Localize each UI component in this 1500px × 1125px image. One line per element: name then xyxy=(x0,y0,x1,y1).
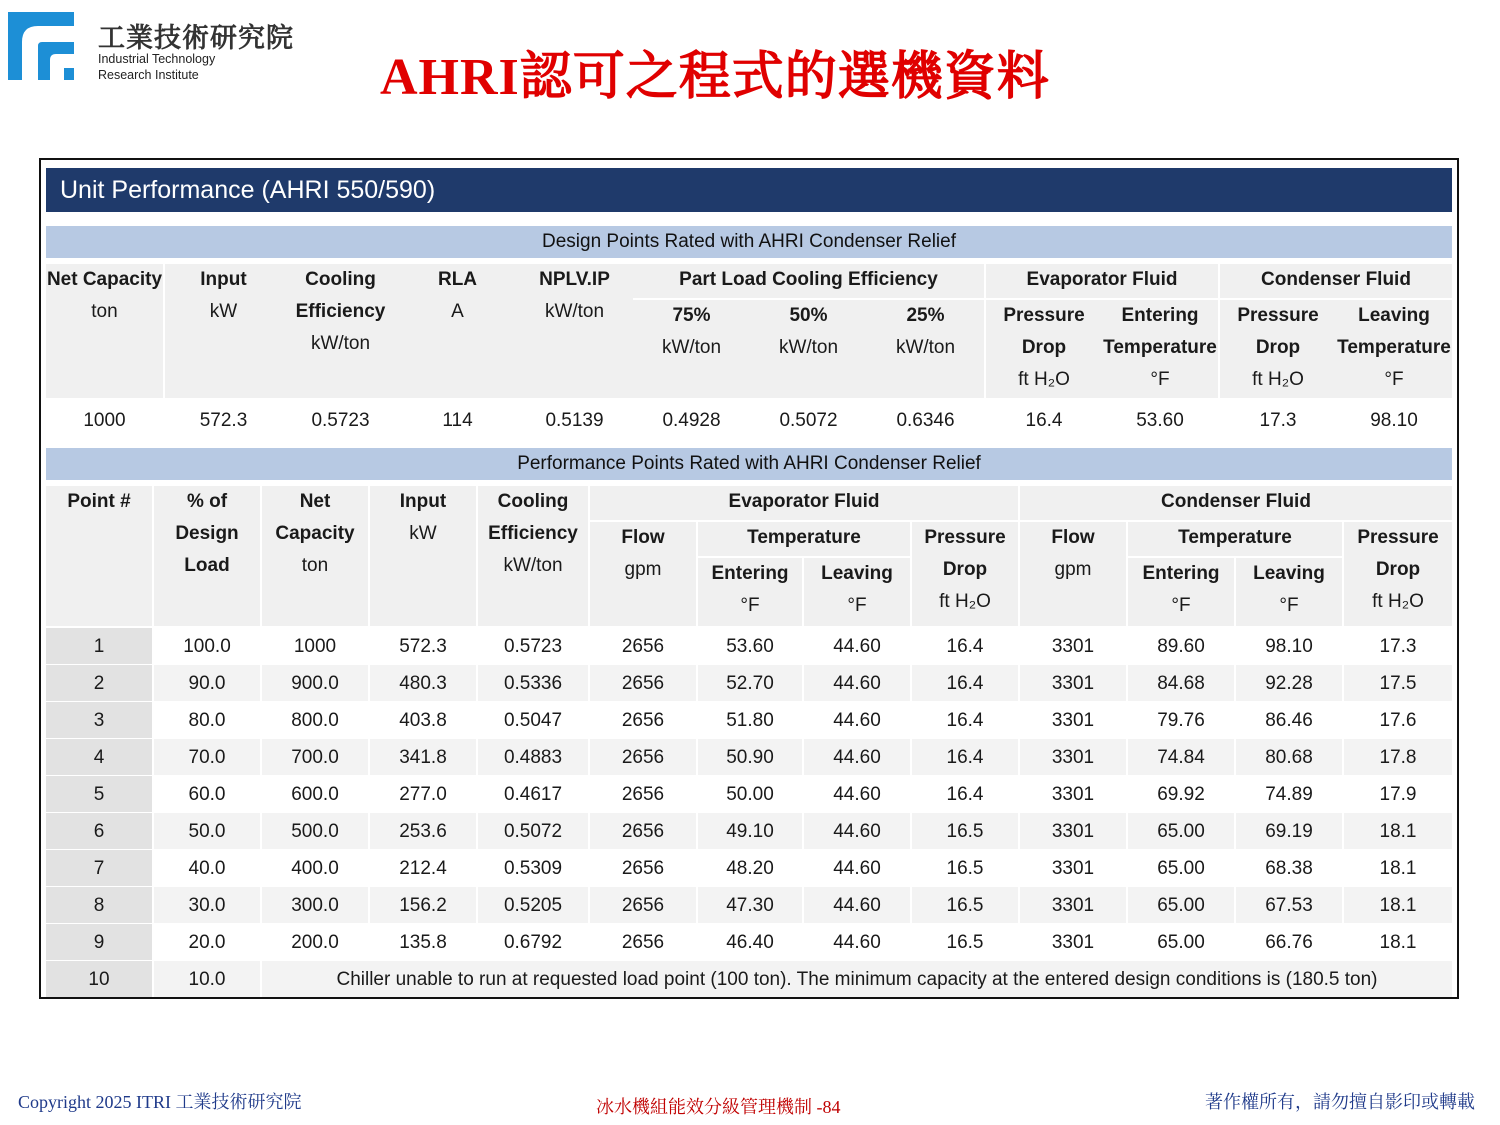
table-cell: 16.4 xyxy=(912,665,1018,701)
table-cell: 3301 xyxy=(1020,776,1126,812)
table-cell: 3301 xyxy=(1020,887,1126,923)
hdr-evap-flow-line: gpm xyxy=(624,559,662,580)
table-cell: 66.76 xyxy=(1236,924,1342,960)
table-cell: 2656 xyxy=(590,924,696,960)
hdr-evap-entering-temp-line: °F xyxy=(1150,369,1170,390)
hdr-cond-temperature xyxy=(1128,522,1342,556)
hdr-pct-design-load-line: % of Design xyxy=(175,491,239,544)
table-cell: 84.68 xyxy=(1128,665,1234,701)
table-cell: 74.84 xyxy=(1128,739,1234,775)
hdr-condenser-fluid xyxy=(1220,264,1452,298)
hdr-input-perf xyxy=(370,486,476,626)
hdr-cooling-efficiency-line: Cooling xyxy=(305,269,376,290)
hdr-p25-line: 25% xyxy=(906,305,945,326)
table-cell: 800.0 xyxy=(262,702,368,738)
hdr-p75-line: kW/ton xyxy=(661,337,722,358)
footer-rights-notice: 著作權所有，請勿擅自影印或轉載 xyxy=(1205,1092,1475,1112)
hdr-evap-entering-temp-line: Temperature xyxy=(1103,337,1217,358)
table-cell: 135.8 xyxy=(370,924,476,960)
table-cell: 47.30 xyxy=(698,887,802,923)
table-cell: 98.10 xyxy=(1236,628,1342,664)
table-cell: 20.0 xyxy=(154,924,260,960)
table-cell: 400.0 xyxy=(262,850,368,886)
hdr-evap-flow xyxy=(590,522,696,626)
table-cell: 500.0 xyxy=(262,813,368,849)
table-cell: 253.6 xyxy=(370,813,476,849)
table-cell: 0.5723 xyxy=(478,628,588,664)
hdr-cooling-efficiency xyxy=(282,264,399,398)
hdr-nplv-line: kW/ton xyxy=(544,301,605,322)
hdr-rla-line: A xyxy=(451,301,464,322)
table-cell: 16.5 xyxy=(912,850,1018,886)
table-cell: 100.0 xyxy=(154,628,260,664)
point-number-cell: 1 xyxy=(46,628,152,664)
table-cell: 46.40 xyxy=(698,924,802,960)
table-cell: 92.28 xyxy=(1236,665,1342,701)
hdr-cooling-eff-perf-line: Cooling xyxy=(497,491,569,512)
design-value-cell: 114 xyxy=(399,402,516,440)
table-cell: 60.0 xyxy=(154,776,260,812)
hdr-p50-line: kW/ton xyxy=(778,337,839,358)
hdr-cond-leaving-temp-line: Temperature xyxy=(1337,337,1451,358)
hdr-p25 xyxy=(867,300,984,398)
table-cell: 44.60 xyxy=(804,924,910,960)
table-cell: 403.8 xyxy=(370,702,476,738)
table-cell: 18.1 xyxy=(1344,850,1452,886)
table-cell: 40.0 xyxy=(154,850,260,886)
hdr-evap-temperature xyxy=(698,522,910,556)
table-cell: 44.60 xyxy=(804,628,910,664)
table-cell: 3301 xyxy=(1020,702,1126,738)
table-cell: 341.8 xyxy=(370,739,476,775)
table-cell: 0.5205 xyxy=(478,887,588,923)
table-cell: 18.1 xyxy=(1344,887,1452,923)
hdr-evap-pd-line: ft H₂O xyxy=(939,591,991,612)
point-number-cell: 8 xyxy=(46,887,152,923)
itri-logo-mark-icon xyxy=(8,12,74,80)
table-cell: 0.4883 xyxy=(478,739,588,775)
hdr-evap-leaving-line: °F xyxy=(847,595,867,616)
design-value-cell: 0.6346 xyxy=(867,402,984,440)
hdr-cond-pressure-drop-line: ft H₂O xyxy=(1252,369,1304,390)
hdr-cond-entering-line: Entering xyxy=(1142,563,1220,584)
table-cell: 900.0 xyxy=(262,665,368,701)
table-cell: 16.4 xyxy=(912,776,1018,812)
table-cell: 69.19 xyxy=(1236,813,1342,849)
table-cell: 2656 xyxy=(590,887,696,923)
hdr-point-number-line: Point # xyxy=(67,491,131,512)
hdr-p75-line: 75% xyxy=(672,305,711,326)
table-cell: 30.0 xyxy=(154,887,260,923)
table-cell: 480.3 xyxy=(370,665,476,701)
hdr-input-perf-line: kW xyxy=(409,523,437,544)
hdr-cond-group xyxy=(1020,486,1452,520)
hdr-evap-pd-line: Pressure xyxy=(924,527,1006,548)
hdr-evap-pressure-drop-line: Drop xyxy=(1021,337,1067,358)
hdr-net-capacity-line: ton xyxy=(91,301,118,322)
table-cell: 86.46 xyxy=(1236,702,1342,738)
table-cell: 212.4 xyxy=(370,850,476,886)
table-cell: 0.4617 xyxy=(478,776,588,812)
hdr-net-capacity-line: Net Capacity xyxy=(46,269,163,290)
hdr-cooling-eff-perf-line: Efficiency xyxy=(488,523,578,544)
design-points-band: Design Points Rated with AHRI Condenser Relief xyxy=(46,226,1452,258)
table-cell: 65.00 xyxy=(1128,924,1234,960)
table-cell: 17.9 xyxy=(1344,776,1452,812)
table-cell: 2656 xyxy=(590,739,696,775)
table-cell: 16.5 xyxy=(912,813,1018,849)
table-cell: 2656 xyxy=(590,665,696,701)
table-cell: 52.70 xyxy=(698,665,802,701)
hdr-nplv-line: NPLV.IP xyxy=(539,269,610,290)
table-cell: 572.3 xyxy=(370,628,476,664)
table-cell: 1000 xyxy=(262,628,368,664)
hdr-net-capacity-perf-line: Net xyxy=(299,491,331,512)
table-cell: 200.0 xyxy=(262,924,368,960)
table-cell: 3301 xyxy=(1020,628,1126,664)
design-value-cell: 0.5072 xyxy=(750,402,867,440)
hdr-cond-flow-line: Flow xyxy=(1051,527,1095,548)
table-cell: 18.1 xyxy=(1344,813,1452,849)
table-cell: 44.60 xyxy=(804,813,910,849)
hdr-evap-entering-temp xyxy=(1102,300,1218,398)
hdr-evap-entering xyxy=(698,558,802,626)
hdr-cond-pd-line: ft H₂O xyxy=(1372,591,1424,612)
table-cell: 65.00 xyxy=(1128,813,1234,849)
hdr-cond-pressure-drop-line: Pressure xyxy=(1237,305,1319,326)
hdr-condenser-fluid-line: Condenser Fluid xyxy=(1261,269,1411,290)
logo-english-line1: Industrial Technology xyxy=(98,52,216,66)
hdr-p50 xyxy=(750,300,867,398)
hdr-input xyxy=(165,264,282,398)
hdr-cond-pd-line: Drop xyxy=(1375,559,1421,580)
table-cell: 0.5072 xyxy=(478,813,588,849)
design-value-cell: 1000 xyxy=(46,402,163,440)
hdr-evap-leaving xyxy=(804,558,910,626)
table-cell: 3301 xyxy=(1020,850,1126,886)
design-value-cell: 0.5723 xyxy=(282,402,399,440)
design-value-cell: 572.3 xyxy=(165,402,282,440)
hdr-p25-line: kW/ton xyxy=(895,337,956,358)
hdr-net-capacity xyxy=(46,264,163,398)
table-cell: 2656 xyxy=(590,702,696,738)
hdr-cond-entering xyxy=(1128,558,1234,626)
table-cell: 0.5309 xyxy=(478,850,588,886)
table-cell: 44.60 xyxy=(804,702,910,738)
table-cell: 80.68 xyxy=(1236,739,1342,775)
table-cell: 48.20 xyxy=(698,850,802,886)
table-cell: 67.53 xyxy=(1236,887,1342,923)
hdr-part-load xyxy=(633,264,984,298)
hdr-cond-pd xyxy=(1344,522,1452,626)
table-cell: 0.5047 xyxy=(478,702,588,738)
table-cell: 600.0 xyxy=(262,776,368,812)
table-cell: 0.5336 xyxy=(478,665,588,701)
table-cell: 156.2 xyxy=(370,887,476,923)
hdr-evap-entering-line: Entering xyxy=(711,563,789,584)
hdr-cond-leaving-line: Leaving xyxy=(1253,563,1325,584)
table-cell: 16.4 xyxy=(912,739,1018,775)
table-cell: 300.0 xyxy=(262,887,368,923)
logo-chinese-name: 工業技術研究院 xyxy=(98,23,294,54)
hdr-cond-temperature-line: Temperature xyxy=(1178,527,1292,548)
hdr-evap-pressure-drop-line: ft H₂O xyxy=(1018,369,1070,390)
table-cell: 44.60 xyxy=(804,776,910,812)
hdr-p50-line: 50% xyxy=(789,305,828,326)
hdr-evap-temperature-line: Temperature xyxy=(747,527,861,548)
table-cell: 49.10 xyxy=(698,813,802,849)
footer-copyright: Copyright 2025 ITRI 工業技術研究院 xyxy=(18,1092,302,1112)
table-cell: 51.80 xyxy=(698,702,802,738)
table-cell: 2656 xyxy=(590,813,696,849)
table-cell: 10.0 xyxy=(154,961,260,997)
table-cell: 2656 xyxy=(590,850,696,886)
table-cell: 700.0 xyxy=(262,739,368,775)
hdr-input-perf-line: Input xyxy=(399,491,447,512)
table-cell: 50.0 xyxy=(154,813,260,849)
hdr-evap-entering-line: °F xyxy=(740,595,760,616)
hdr-evaporator-fluid-line: Evaporator Fluid xyxy=(1026,269,1178,290)
hdr-cond-leaving xyxy=(1236,558,1342,626)
table-cell: 44.60 xyxy=(804,887,910,923)
table-cell: 17.5 xyxy=(1344,665,1452,701)
table-cell: 17.3 xyxy=(1344,628,1452,664)
hdr-cond-leaving-line: °F xyxy=(1279,595,1299,616)
hdr-pct-design-load-line: Load xyxy=(184,555,230,576)
table-cell: 17.6 xyxy=(1344,702,1452,738)
point-number-cell: 7 xyxy=(46,850,152,886)
table-cell: 17.8 xyxy=(1344,739,1452,775)
table-cell: 0.6792 xyxy=(478,924,588,960)
table-cell: 3301 xyxy=(1020,924,1126,960)
point-number-cell: 2 xyxy=(46,665,152,701)
hdr-evap-pressure-drop xyxy=(986,300,1102,398)
hdr-cond-flow-line: gpm xyxy=(1054,559,1092,580)
hdr-evap-group-line: Evaporator Fluid xyxy=(728,491,880,512)
table-cell: 74.89 xyxy=(1236,776,1342,812)
performance-table xyxy=(39,158,1459,999)
hdr-evap-pd-line: Drop xyxy=(942,559,988,580)
itri-logo xyxy=(8,12,298,86)
hdr-cooling-eff-perf-line: kW/ton xyxy=(503,555,563,576)
hdr-evap-leaving-line: Leaving xyxy=(821,563,893,584)
hdr-rla-line: RLA xyxy=(437,269,478,290)
hdr-cond-leaving-temp xyxy=(1336,300,1452,398)
table-cell: 3301 xyxy=(1020,739,1126,775)
table-cell: 80.0 xyxy=(154,702,260,738)
table-cell: 69.92 xyxy=(1128,776,1234,812)
table-cell: 44.60 xyxy=(804,665,910,701)
table-cell: 79.76 xyxy=(1128,702,1234,738)
table-cell: 50.90 xyxy=(698,739,802,775)
table-cell: 277.0 xyxy=(370,776,476,812)
hdr-cooling-eff-perf xyxy=(478,486,588,626)
hdr-input-line: kW xyxy=(209,301,238,322)
hdr-rla xyxy=(399,264,516,398)
table-cell: 16.5 xyxy=(912,924,1018,960)
table-cell: 68.38 xyxy=(1236,850,1342,886)
hdr-cond-pressure-drop xyxy=(1220,300,1336,398)
hdr-evap-pressure-drop-line: Pressure xyxy=(1003,305,1085,326)
hdr-part-load-line: Part Load Cooling Efficiency xyxy=(679,269,938,290)
table-cell: 65.00 xyxy=(1128,887,1234,923)
hdr-point-number xyxy=(46,486,152,626)
hdr-cond-group-line: Condenser Fluid xyxy=(1161,491,1311,512)
hdr-cond-leaving-temp-line: °F xyxy=(1384,369,1404,390)
hdr-p75 xyxy=(633,300,750,398)
logo-english-line2: Research Institute xyxy=(98,68,199,82)
performance-points-band: Performance Points Rated with AHRI Condenser Relief xyxy=(46,448,1452,480)
table-cell: 18.1 xyxy=(1344,924,1452,960)
point-number-cell: 5 xyxy=(46,776,152,812)
point-number-cell: 10 xyxy=(46,961,152,997)
table-cell: 3301 xyxy=(1020,813,1126,849)
table-cell: 2656 xyxy=(590,628,696,664)
table-title: Unit Performance (AHRI 550/590) xyxy=(46,168,1452,212)
hdr-nplv xyxy=(516,264,633,398)
hdr-pct-design-load xyxy=(154,486,260,626)
table-cell: 3301 xyxy=(1020,665,1126,701)
hdr-net-capacity-perf-line: Capacity xyxy=(275,523,355,544)
table-cell: 50.00 xyxy=(698,776,802,812)
table-cell: 89.60 xyxy=(1128,628,1234,664)
hdr-cond-pressure-drop-line: Drop xyxy=(1255,337,1301,358)
hdr-cond-flow xyxy=(1020,522,1126,626)
point-number-cell: 6 xyxy=(46,813,152,849)
hdr-evap-flow-line: Flow xyxy=(621,527,665,548)
hdr-cond-pd-line: Pressure xyxy=(1357,527,1439,548)
hdr-net-capacity-perf-line: ton xyxy=(301,555,329,576)
table-cell: 44.60 xyxy=(804,739,910,775)
hdr-evap-group xyxy=(590,486,1018,520)
design-value-cell: 16.4 xyxy=(986,402,1102,440)
point-number-cell: 3 xyxy=(46,702,152,738)
unable-to-run-note: Chiller unable to run at requested load point (100 ton). The minimum capacity at the entered design conditions is (180.5 ton) xyxy=(262,961,1452,997)
table-cell: 44.60 xyxy=(804,850,910,886)
design-value-cell: 0.4928 xyxy=(633,402,750,440)
hdr-evaporator-fluid xyxy=(986,264,1218,298)
point-number-cell: 4 xyxy=(46,739,152,775)
design-value-cell: 53.60 xyxy=(1102,402,1218,440)
hdr-cooling-efficiency-line: kW/ton xyxy=(310,333,371,354)
design-value-cell: 0.5139 xyxy=(516,402,633,440)
hdr-cond-leaving-temp-line: Leaving xyxy=(1358,305,1430,326)
point-number-cell: 9 xyxy=(46,924,152,960)
hdr-cond-entering-line: °F xyxy=(1171,595,1191,616)
table-cell: 65.00 xyxy=(1128,850,1234,886)
hdr-input-line: Input xyxy=(200,269,247,290)
table-cell: 2656 xyxy=(590,776,696,812)
hdr-evap-pd xyxy=(912,522,1018,626)
page-title: AHRI認可之程式的選機資料 xyxy=(380,49,1050,106)
table-cell: 70.0 xyxy=(154,739,260,775)
table-cell: 16.4 xyxy=(912,702,1018,738)
footer-page-label: 冰水機組能效分級管理機制 -84 xyxy=(596,1097,841,1117)
table-cell: 16.5 xyxy=(912,887,1018,923)
hdr-evap-entering-temp-line: Entering xyxy=(1121,305,1199,326)
design-value-cell: 17.3 xyxy=(1220,402,1336,440)
hdr-net-capacity-perf xyxy=(262,486,368,626)
design-value-cell: 98.10 xyxy=(1336,402,1452,440)
table-cell: 16.4 xyxy=(912,628,1018,664)
table-cell: 90.0 xyxy=(154,665,260,701)
table-cell: 53.60 xyxy=(698,628,802,664)
hdr-cooling-efficiency-line: Efficiency xyxy=(295,301,386,322)
